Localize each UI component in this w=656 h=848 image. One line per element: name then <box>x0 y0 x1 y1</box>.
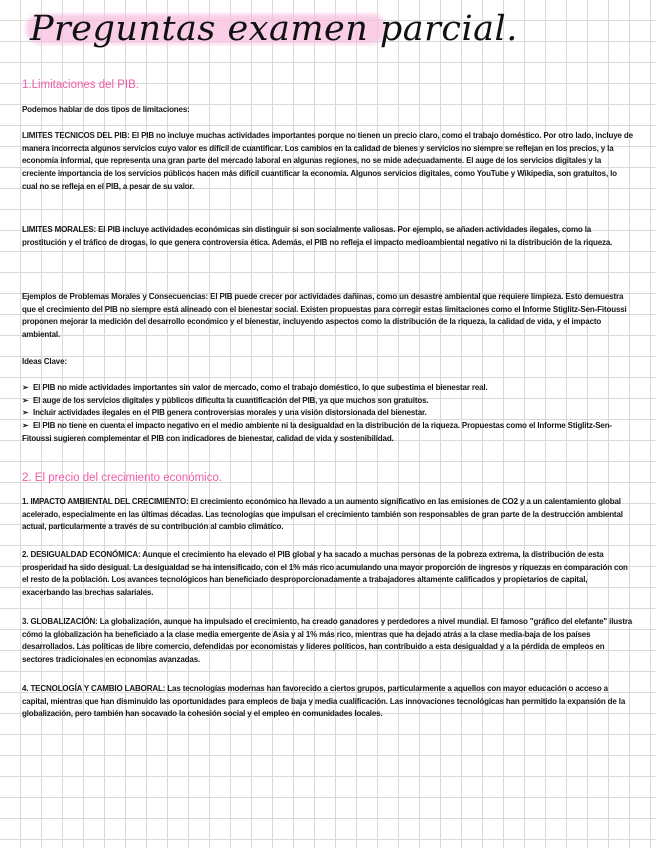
paragraph-body: La globalización, aunque ha impulsado el crecimiento, ha creado ganadores y perdedores a nivel mundial. El famoso "gráfico del elefante" ilustra cómo la globalización ha beneficiado a la clase media emergente de Asia y al 1% más rico, mientras que ha dejado atrás a la clase media-baja de los países desarrollados. Las políticas de libre comercio, defendidas por economistas y líderes políticos, han contribuido a esta desigualdad y a la pérdida de empleos en sectores tradicionales en economías avanzadas. <box>22 617 633 665</box>
paragraph-lead: 3. GLOBALIZACIÓN: <box>22 617 98 626</box>
paragraph-body: Aunque el crecimiento ha elevado el PIB global y ha sacado a muchas personas de la pobreza extrema, la distribución de esta prosperidad ha sido desigual. La desigualdad se ha intensificado, con el 1% más rico acumulando una mayor proporción de ingresos y riquezas en comparación con el resto de la población. Los avances tecnológicos han beneficiado desproporcionadamente a trabajadores altamente calificados y propietarios de capital, exacerbando las brechas salariales. <box>22 550 628 598</box>
bullet-arrow-icon: ➢ <box>22 421 29 431</box>
list-item: ➢ El PIB no tiene en cuenta el impacto negativo en el medio ambiente ni la desigualdad en la distribución de la riqueza. Propuestas como el Informe Stiglitz-Sen-Fitoussi sugieren complementar el PIB con indicadores de bienestar, calidad de vida y sostenibilidad. <box>22 421 612 443</box>
paragraph-body: Las tecnologías modernas han favorecido a ciertos grupos, particularmente a aquellos con mayor educación o acceso a capital, mientras que han disminuido las oportunidades para empleos de baja y media cualificación. Las innovaciones tecnológicas han permitido la expansión de la globalización, pero también han socavado la cohesión social y el empleo en comunidades locales. <box>22 684 626 719</box>
paragraph-globalizacion <box>22 616 634 667</box>
paragraph-lead: 2. DESIGUALDAD ECONÓMICA: <box>22 550 141 559</box>
bullet-arrow-icon: ➢ <box>22 383 29 392</box>
paragraph-desigualdad <box>22 549 634 600</box>
section-heading-limitaciones: 1.Limitaciones del PIB. <box>22 79 139 91</box>
paragraph-body: El PIB no incluye muchas actividades importantes porque no tienen un precio claro, como el trabajo doméstico. Por otro lado, incluye de manera incorrecta algunos servicios cuyo valor es difícil de cuantificar. Los cambios en la calidad de bienes y servicios no siempre se reflejan en los precios, y la economía informal, que representa una gran parte del mercado laboral en algunas regiones, no se mide adecuadamente. El auge de los servicios digitales y la creciente importancia de los servicios públicos hacen más difícil cuantificar la economía. Algunos servicios digitales, como YouTube y Wikipedia, son gratuitos, lo cual no se refleja en el PIB, a pesar de su valor. <box>22 131 633 191</box>
paragraph-lead: LIMITES MORALES: <box>22 225 97 234</box>
paragraph-lead: LIMITES TECNICOS DEL PIB: <box>22 131 130 140</box>
list-item: ➢ El PIB no mide actividades importantes sin valor de mercado, como el trabajo doméstico, lo que subestima el bienestar real. <box>22 382 634 395</box>
ideas-clave-list <box>22 382 634 446</box>
page-title: Preguntas examen parcial. <box>30 9 518 49</box>
paragraph-impacto-ambiental <box>22 496 634 534</box>
section-heading-precio-crecimiento: 2. El precio del crecimiento económico. <box>22 472 223 484</box>
ideas-clave-label: Ideas Clave: <box>22 357 67 366</box>
title-block <box>30 4 518 54</box>
paragraph-ejemplos: Ejemplos de Problemas Morales y Consecuencias: El PIB puede crecer por actividades dañinas, como un desastre ambiental que requiere limpieza. Esto demuestra que el crecimiento del PIB no siempre está alineado con el bienestar social. Existen propuestas para corregir estas limitaciones como el Informe Stiglitz-Sen-Fitoussi proponen mejorar la medición del desarrollo económico y el bienestar, incluyendo aspectos como la distribución de la riqueza, la calidad de vida, y el impacto ambiental. <box>22 292 627 340</box>
paragraph-body: El PIB incluye actividades económicas sin distinguir si son socialmente valiosas. Por ejemplo, se añaden actividades ilegales, como la prostitución y el tráfico de drogas, lo que genera controversia ética. Además, el PIB no refleja el impacto medioambiental negativo ni la distribución de la riqueza. <box>22 225 613 247</box>
bullet-arrow-icon: ➢ <box>22 408 29 418</box>
bullet-arrow-icon: ➢ <box>22 395 29 405</box>
intro-text: Podemos hablar de dos tipos de limitaciones: <box>22 105 190 114</box>
list-item: ➢ El auge de los servicios digitales y públicos dificulta la cuantificación del PIB, ya que muchos son gratuitos. <box>22 395 634 408</box>
list-item: ➢ Incluir actividades ilegales en el PIB genera controversias morales y una visión distorsionada del bienestar. <box>22 407 634 420</box>
paragraph-body: El crecimiento económico ha llevado a un aumento significativo en las emisiones de CO2 y a un calentamiento global acelerado, especialmente en las últimas décadas. Las tecnologías que impulsan el crecimiento también son responsables de gran parte de la destrucción ambiental actual, particularmente a través de su contribución al cambio climático. <box>22 497 623 532</box>
paragraph-limites-tecnicos <box>22 130 634 194</box>
paragraph-tecnologia <box>22 683 634 721</box>
paragraph-lead: 1. IMPACTO AMBIENTAL DEL CRECIMIENTO: <box>22 497 189 506</box>
paragraph-lead: 4. TECNOLOGÍA Y CAMBIO LABORAL: <box>22 684 166 693</box>
paragraph-limites-morales <box>22 224 634 249</box>
